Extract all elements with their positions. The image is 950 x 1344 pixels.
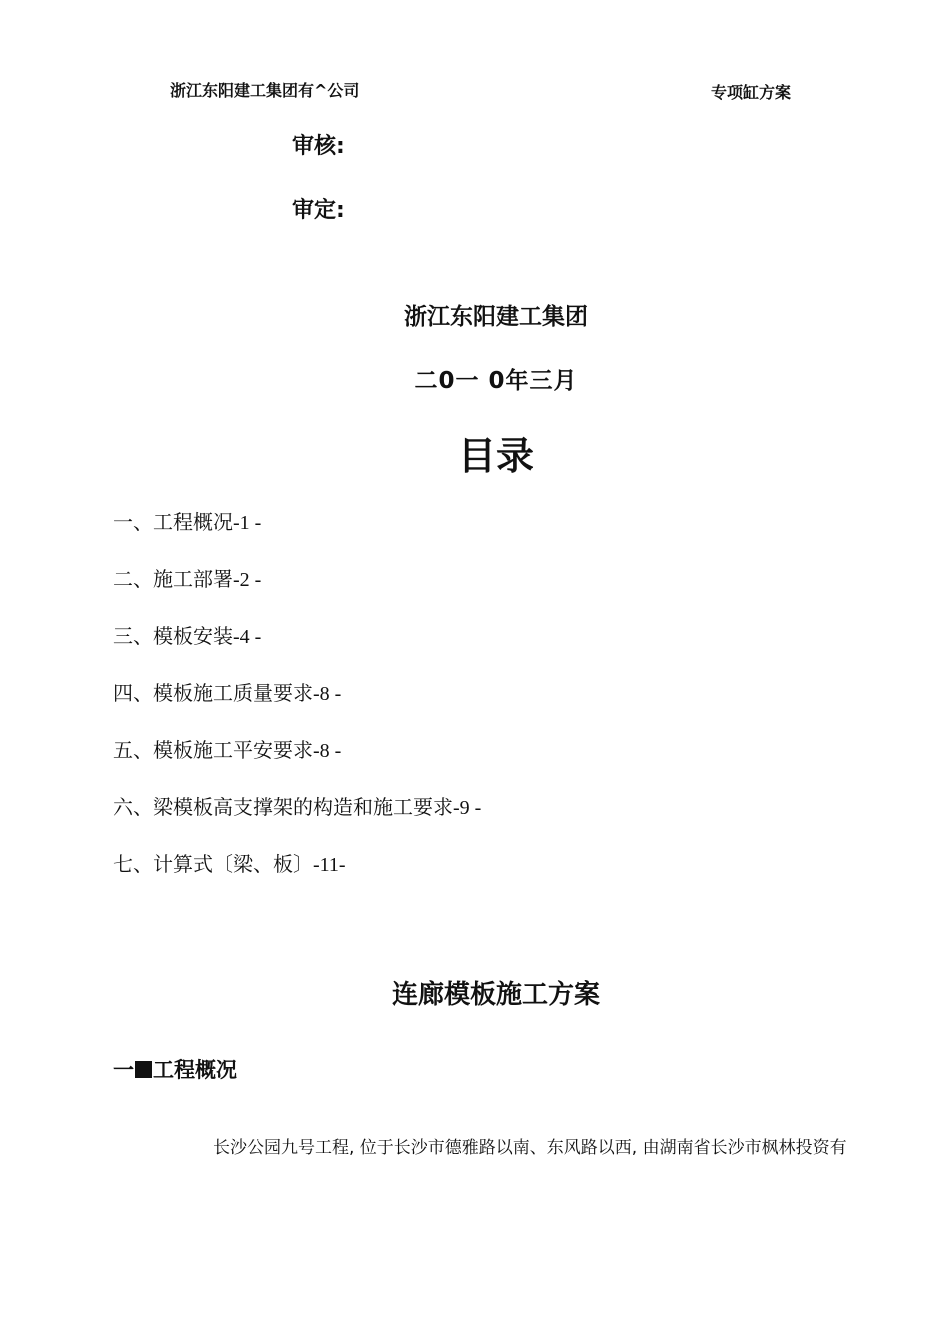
toc-item-page: -8 - <box>313 683 342 705</box>
toc-item-page: -2 - <box>233 569 262 591</box>
toc-item[interactable] <box>113 848 346 877</box>
toc-item-label: 三、模板安装 <box>113 624 233 648</box>
toc-item-label: 四、模板施工质量要求 <box>113 681 313 705</box>
toc-item-page: -11- <box>313 854 346 876</box>
toc-item-page: -9 - <box>453 797 482 819</box>
toc-item-page: -4 - <box>233 626 262 648</box>
final-approval-label: 审定: <box>292 198 345 223</box>
toc-item[interactable] <box>113 563 261 592</box>
toc-item[interactable] <box>113 677 341 706</box>
toc-item-page: -1 - <box>233 512 262 534</box>
review-label: 审核: <box>292 134 345 159</box>
toc-title: 目录 <box>457 434 534 478</box>
toc-item-label: 一、工程概况 <box>113 510 233 534</box>
toc-item-label: 六、梁模板高支撑架的构造和施工要求 <box>113 795 453 819</box>
section-title: 工程概况 <box>153 1058 237 1082</box>
toc-item-label: 七、计算式〔梁、板〕 <box>113 852 313 876</box>
toc-item-label: 二、施工部署 <box>113 567 233 591</box>
organization-name: 浙江东阳建工集团 <box>404 304 588 330</box>
plan-title: 连廊模板施工方案 <box>391 980 600 1010</box>
document-date: 二0一 0年三月 <box>414 368 578 394</box>
toc-item[interactable] <box>113 506 261 535</box>
section-heading <box>113 1054 237 1084</box>
toc-item-page: -8 - <box>313 740 342 762</box>
body-paragraph: 长沙公园九号工程, 位于长沙市德雅路以南、东风路以西, 由湖南省长沙市枫林投资有 <box>213 1138 847 1158</box>
toc-item[interactable] <box>113 620 261 649</box>
section-number: 一 <box>113 1058 134 1082</box>
header-company: 浙江东阳建工集团有^公司 <box>170 81 360 100</box>
toc-item[interactable] <box>113 791 481 820</box>
toc-item[interactable] <box>113 734 341 763</box>
square-bullet-icon <box>135 1061 152 1078</box>
toc-item-label: 五、模板施工平安要求 <box>113 738 313 762</box>
header-doc-type: 专项缸方案 <box>711 83 792 102</box>
